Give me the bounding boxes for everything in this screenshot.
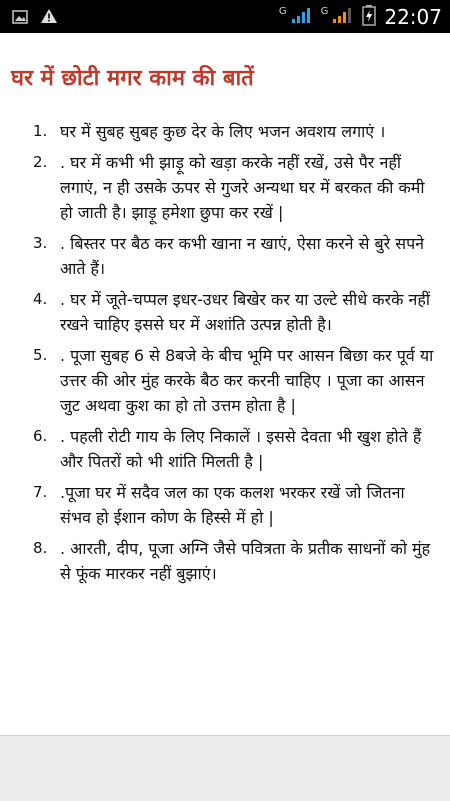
item-number: 6. [33, 427, 48, 445]
item-text: . घर में जूते-चप्पल इधर-उधर बिखेर कर या उल्टे सीधे करके नहीं रखने चाहिए इससे घर में अशांति उत्पन्न होती है। [60, 290, 430, 334]
item-text: . बिस्तर पर बैठ कर कभी खाना न खाएं, ऐसा करने से बुरे सपने आते हैं। [60, 234, 425, 278]
system-icons [279, 4, 442, 30]
network-type-label-2: G [320, 6, 329, 17]
article-content[interactable] [0, 33, 450, 735]
item-number: 8. [33, 539, 48, 557]
list-item [0, 231, 450, 281]
notification-icons [12, 8, 58, 28]
item-text: . घर में कभी भी झाड़ू को खड़ा करके नहीं रखें, उसे पैर नहीं लगाएं, न ही उसके ऊपर से गुजरे अन्यथा घर में बरकत की कमी हो जाती है। झाड़ू हमेशा छुपा कर रखें | [60, 153, 425, 222]
battery-icon [362, 4, 376, 30]
item-number: 3. [33, 234, 48, 252]
item-text: . पहली रोटी गाय के लिए निकालें । इससे देवता भी खुश होते हैं और पितरों को भी शांति मिलती है | [60, 427, 422, 471]
list-item [0, 424, 450, 474]
tips-list [0, 119, 450, 592]
list-item [0, 480, 450, 530]
item-text: . पूजा सुबह 6 से 8बजे के बीच भूमि पर आसन बिछा कर पूर्व या उत्तर की ओर मुंह करके बैठ कर करनी चाहिए । पूजा का आसन जुट अथवा कुश का हो तो उत्तम होता है | [60, 346, 434, 415]
signal-icon-sim1 [291, 6, 313, 28]
item-number: 5. [33, 346, 48, 364]
signal-icon-sim2 [332, 6, 354, 28]
item-number: 4. [33, 290, 48, 308]
bottom-banner-area [0, 735, 450, 801]
list-item [0, 150, 450, 225]
warning-icon [40, 8, 58, 28]
list-item [0, 119, 450, 144]
item-text: घर में सुबह सुबह कुछ देर के लिए भजन अवशय लगाएं । [60, 122, 386, 141]
item-text: . आरती, दीप, पूजा अग्नि जैसे पवित्रता के प्रतीक साधनों को मुंह से फूंक मारकर नहीं बुझाएं। [60, 539, 431, 583]
item-text: .पूजा घर में सदैव जल का एक कलश भरकर रखें जो जितना संभव हो ईशान कोण के हिस्से में हो | [60, 483, 405, 527]
item-number: 2. [33, 153, 48, 171]
network-type-label: G [278, 6, 287, 17]
page-title: घर में छोटी मगर काम की बातें [11, 66, 254, 91]
status-bar [0, 0, 450, 33]
item-number: 7. [33, 483, 48, 501]
image-notification-icon [12, 9, 28, 28]
item-number: 1. [33, 122, 48, 140]
list-item [0, 287, 450, 337]
clock: 22:07 [384, 5, 442, 29]
list-item [0, 536, 450, 586]
list-item [0, 343, 450, 418]
